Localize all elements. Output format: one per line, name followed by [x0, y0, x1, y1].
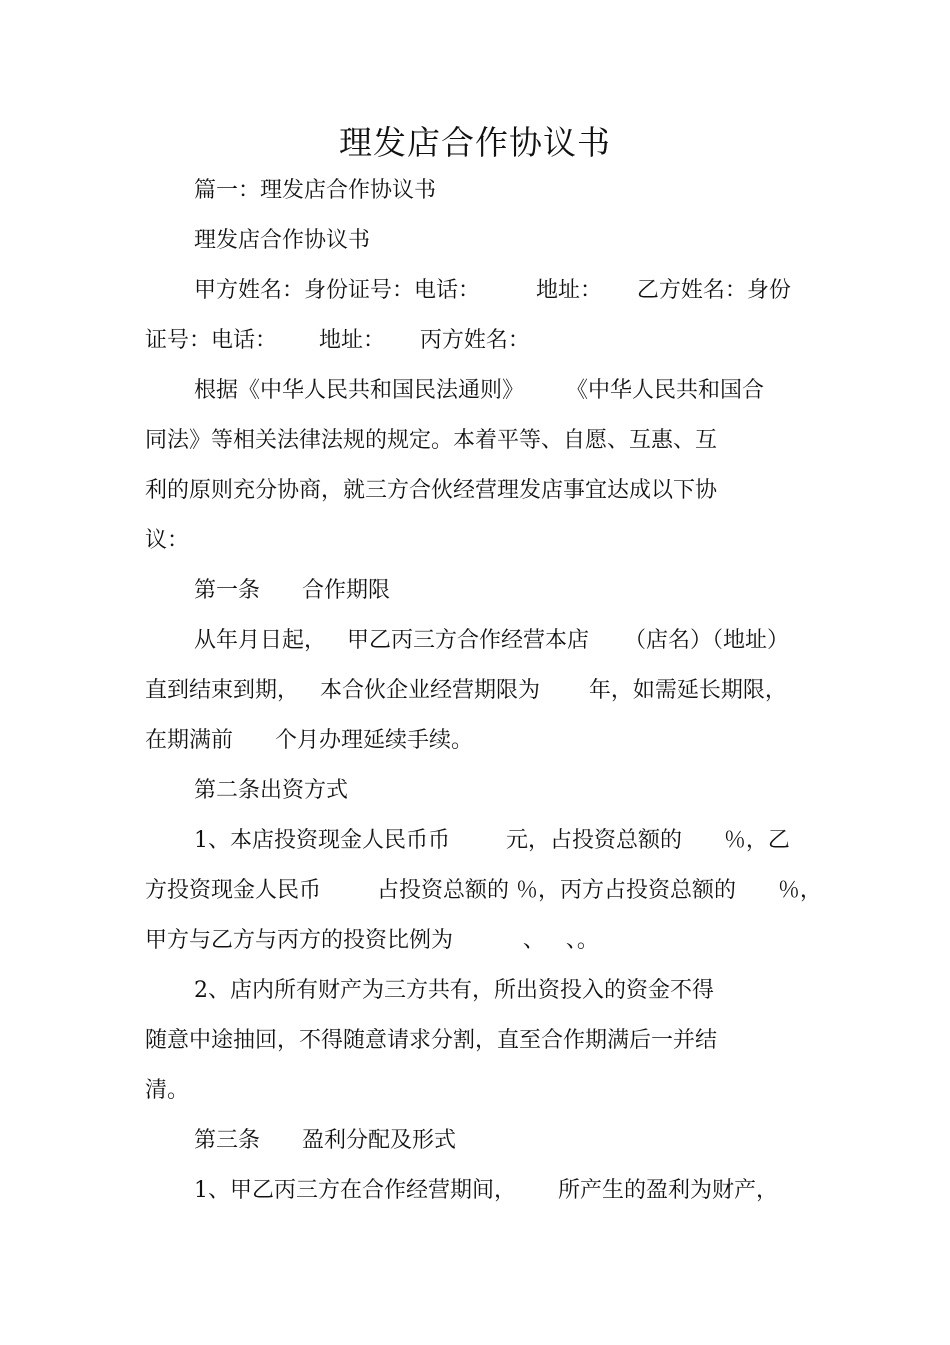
section-heading: 篇一：理发店合作协议书	[194, 178, 437, 203]
article-2-item-1-line-3: 甲方与乙方与丙方的投资比例为 、 、。	[145, 928, 599, 953]
article-2-item-1-line-1: 1、本店投资现金人民币币 元，占投资总额的 ％，乙	[194, 828, 790, 853]
preamble-line-3: 利的原则充分协商，就三方合伙经营理发店事宜达成以下协	[145, 478, 718, 503]
document-title: 理发店合作协议书	[339, 123, 611, 162]
article-3-heading: 第三条 盈利分配及形式	[194, 1128, 456, 1153]
party-info-line-1: 甲方姓名：身份证号：电话： 地址： 乙方姓名：身份	[194, 278, 791, 303]
article-2-heading: 第二条出资方式	[194, 778, 349, 803]
article-1-line-1: 从年月日起， 甲乙丙三方合作经营本店 （店名）（地址）	[194, 628, 789, 653]
subtitle: 理发店合作协议书	[194, 228, 371, 253]
preamble-line-1: 根据《中华人民共和国民法通则》 《中华人民共和国合	[194, 378, 764, 403]
article-3-item-1-line-1: 1、甲乙丙三方在合作经营期间， 所产生的盈利为财产，	[194, 1178, 778, 1203]
article-2-item-2-line-3: 清。	[145, 1078, 190, 1103]
article-1-line-3: 在期满前 个月办理延续手续。	[145, 728, 473, 753]
article-2-item-2-line-2: 随意中途抽回，不得随意请求分割，直至合作期满后一并结	[145, 1028, 718, 1053]
party-info-line-2: 证号：电话： 地址： 丙方姓名：	[145, 328, 530, 353]
article-2-item-1-line-2: 方投资现金人民币 占投资总额的 ％，丙方占投资总额的 ％，	[145, 878, 822, 903]
article-1-line-2: 直到结束到期， 本合伙企业经营期限为 年，如需延长期限，	[145, 678, 787, 703]
article-1-heading: 第一条 合作期限	[194, 578, 390, 603]
preamble-line-2: 同法》等相关法律法规的规定。本着平等、自愿、互惠、互	[145, 428, 718, 453]
article-2-item-2-line-1: 2、店内所有财产为三方共有，所出资投入的资金不得	[194, 978, 714, 1003]
preamble-line-4: 议：	[145, 528, 190, 553]
